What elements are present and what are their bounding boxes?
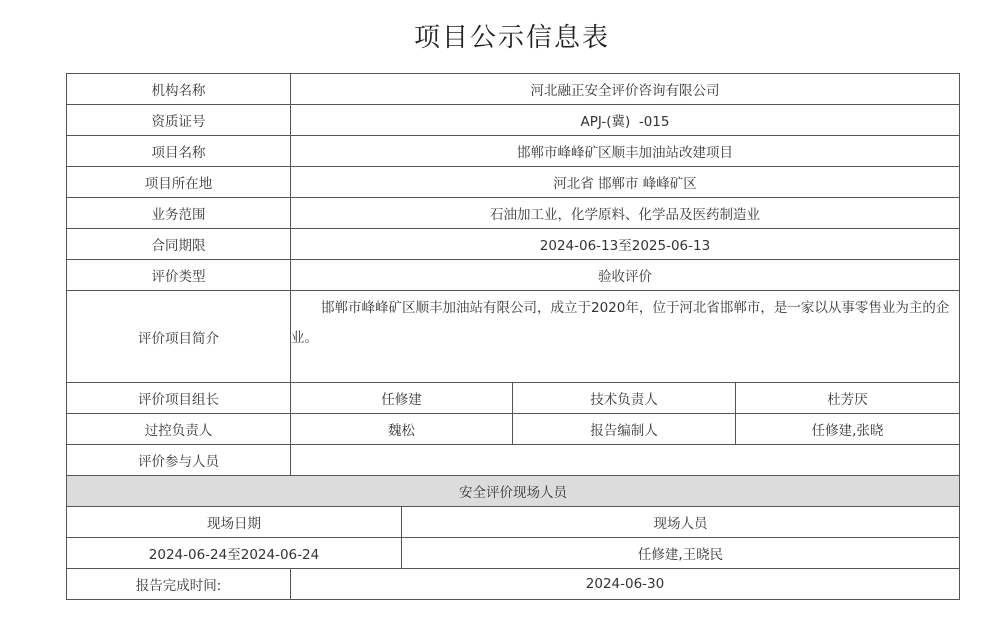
page-title: 项目公示信息表 <box>413 23 610 53</box>
report-value: 任修建,张晓 <box>736 414 960 445</box>
process-value: 魏松 <box>291 414 513 445</box>
leader-value: 任修建 <box>291 383 513 414</box>
leader-label: 评价项目组长 <box>67 383 291 414</box>
row-org-name <box>67 74 960 105</box>
site-date-value: 2024-06-24至2024-06-24 <box>67 538 402 569</box>
site-people-value: 任修建,王晓民 <box>402 538 960 569</box>
report-label: 报告编制人 <box>513 414 736 445</box>
eval-type-value: 验收评价 <box>291 260 960 291</box>
org-name-label: 机构名称 <box>67 74 291 105</box>
completion-label: 报告完成时间: <box>67 569 291 600</box>
row-business-scope <box>67 198 960 229</box>
participants-value <box>291 445 960 476</box>
site-date-header: 现场日期 <box>67 507 402 538</box>
participants-label: 评价参与人员 <box>67 445 291 476</box>
row-process <box>67 414 960 445</box>
row-project-name <box>67 136 960 167</box>
eval-type-label: 评价类型 <box>67 260 291 291</box>
contract-period-value: 2024-06-13至2025-06-13 <box>291 229 960 260</box>
org-name-value: 河北融正安全评价咨询有限公司 <box>291 74 960 105</box>
row-cert-no <box>67 105 960 136</box>
project-intro-label: 评价项目简介 <box>67 291 291 383</box>
business-scope-value: 石油加工业，化学原料、化学品及医药制造业 <box>291 198 960 229</box>
row-completion <box>67 569 960 600</box>
cert-no-value: APJ-(冀) -015 <box>291 105 960 136</box>
row-participants <box>67 445 960 476</box>
row-eval-type <box>67 260 960 291</box>
completion-value: 2024-06-30 <box>291 569 960 600</box>
project-name-value: 邯郸市峰峰矿区顺丰加油站改建项目 <box>291 136 960 167</box>
site-people-header: 现场人员 <box>402 507 960 538</box>
project-name-label: 项目名称 <box>67 136 291 167</box>
row-site-values <box>67 538 960 569</box>
row-project-intro <box>67 291 960 383</box>
row-contract-period <box>67 229 960 260</box>
contract-period-label: 合同期限 <box>67 229 291 260</box>
business-scope-label: 业务范围 <box>67 198 291 229</box>
row-project-location <box>67 167 960 198</box>
row-leader <box>67 383 960 414</box>
tech-value: 杜芳厌 <box>736 383 960 414</box>
project-info-table <box>66 73 960 600</box>
site-section-title: 安全评价现场人员 <box>67 476 960 507</box>
project-location-value: 河北省 邯郸市 峰峰矿区 <box>291 167 960 198</box>
process-label: 过控负责人 <box>67 414 291 445</box>
project-intro-value: 邯郸市峰峰矿区顺丰加油站有限公司，成立于2020年，位于河北省邯郸市，是一家以从事零售业为主的企业。 <box>291 291 960 383</box>
row-site-section <box>67 476 960 507</box>
row-site-headers <box>67 507 960 538</box>
tech-label: 技术负责人 <box>513 383 736 414</box>
project-location-label: 项目所在地 <box>67 167 291 198</box>
cert-no-label: 资质证号 <box>67 105 291 136</box>
